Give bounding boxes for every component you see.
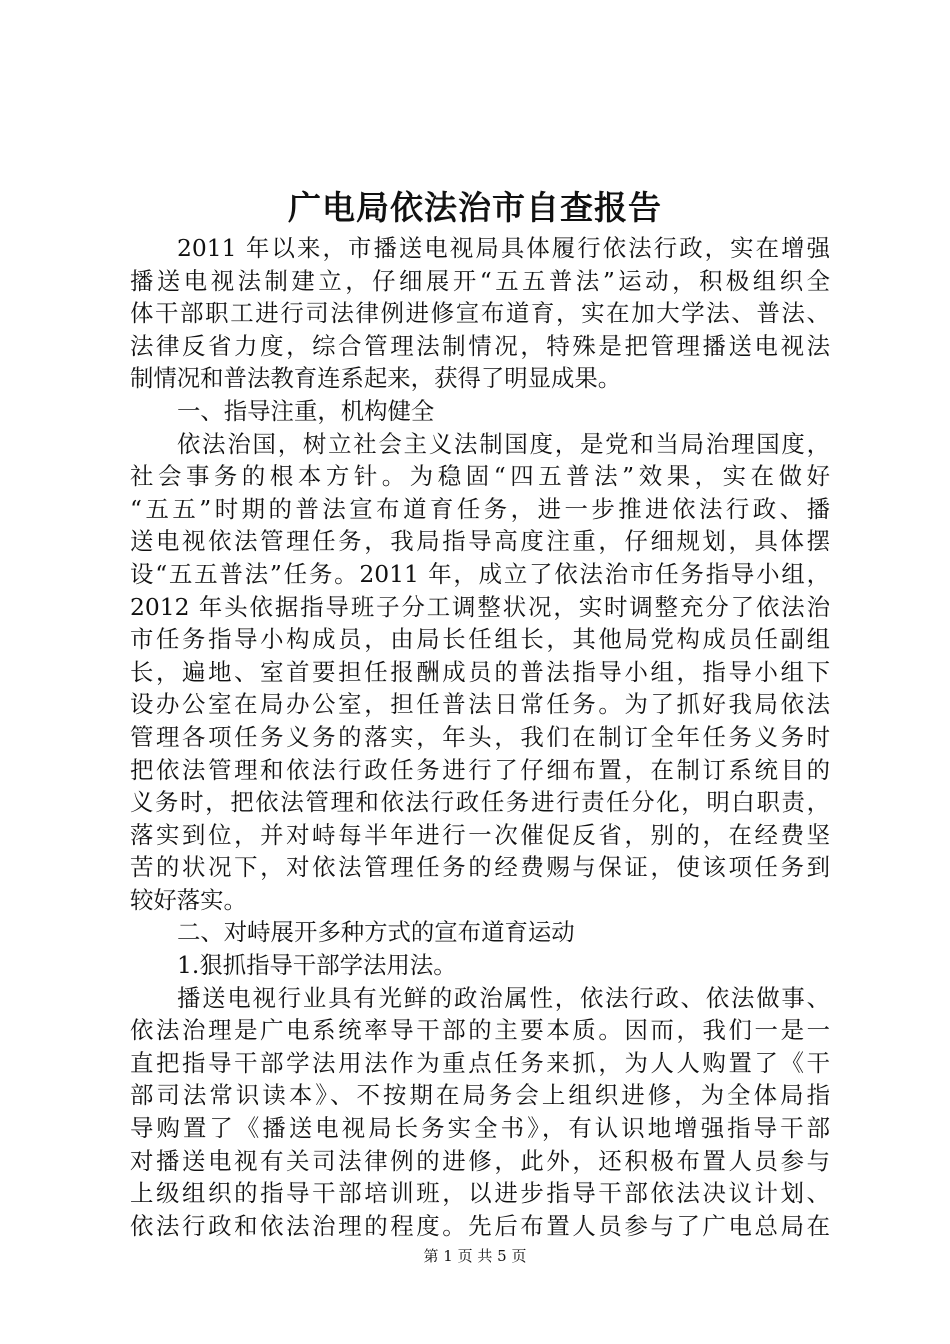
page-footer: 第 1 页 共 5 页 (423, 1247, 527, 1265)
body-line: 上级组织的指导干部培训班，以进步指导干部依法决议计划、 (130, 1179, 830, 1208)
body-line: 法律反省力度，综合管理法制情况，特殊是把管理播送电视法 (130, 331, 830, 360)
body-line: 送电视依法管理任务，我局指导高度注重，仔细规划，具体摆 (130, 527, 830, 556)
body-line: 设“五五普法”任务。2011 年，成立了依法治市任务指导小组， (130, 559, 830, 588)
body-line: 依法治国，树立社会主义法制国度，是党和当局治理国度， (177, 429, 830, 458)
body-line: 长，遍地、室首要担任报酬成员的普法指导小组，指导小组下 (130, 657, 830, 686)
body-line: 苦的状况下，对依法管理任务的经费赐与保证，使该项任务到 (130, 853, 830, 882)
page-title: 广电局依法治市自查报告 (288, 188, 662, 227)
section-heading: 一、指导注重，机构健全 (177, 396, 435, 425)
body-line: 设办公室在局办公室，担任普法日常任务。为了抓好我局依法 (130, 690, 830, 719)
body-line: 导购置了《播送电视局长务实全书》，有认识地增强指导干部 (130, 1114, 830, 1143)
document-body (130, 232, 830, 1242)
body-line: 较好落实。 (130, 885, 247, 914)
body-line: 对播送电视有关司法律例的进修，此外，还积极布置人员参与 (130, 1146, 830, 1175)
body-line: 管理各项任务义务的落实，年头，我们在制订全年任务义务时 (130, 722, 830, 751)
body-line: 部司法常识读本》、不按期在局务会上组织进修，为全体局指 (130, 1081, 830, 1110)
body-line: 依法行政和依法治理的程度。先后布置人员参与了广电总局在 (130, 1211, 830, 1240)
body-line: “五五”时期的普法宣布道育任务，进一步推进依法行政、播 (130, 494, 830, 523)
subsection-heading: 1.狠抓指导干部学法用法。 (177, 951, 457, 980)
body-line: 依法治理是广电系统率导干部的主要本质。因而，我们一是一 (130, 1016, 830, 1045)
body-line: 制情况和普法教育连系起来，获得了明显成果。 (130, 364, 622, 393)
body-line: 把依法管理和依法行政任务进行了仔细布置，在制订系统目的 (130, 755, 830, 784)
body-line: 落实到位，并对峙每半年进行一次催促反省，别的，在经费坚 (130, 820, 830, 849)
body-line: 播送电视行业具有光鲜的政治属性，依法行政、依法做事、 (177, 983, 830, 1012)
body-line: 义务时，把依法管理和依法行政任务进行责任分化，明白职责， (130, 788, 830, 817)
body-line: 2011 年以来，市播送电视局具体履行依法行政，实在增强 (177, 234, 830, 262)
body-line: 直把指导干部学法用法作为重点任务来抓，为人人购置了《干 (130, 1048, 830, 1077)
body-line: 体干部职工进行司法律例进修宣布道育，实在加大学法、普法、 (130, 299, 830, 328)
section-heading: 二、对峙展开多种方式的宣布道育运动 (177, 918, 575, 947)
body-line: 市任务指导小构成员，由局长任组长，其他局党构成员任副组 (130, 625, 830, 654)
body-line: 播送电视法制建立，仔细展开“五五普法”运动，积极组织全 (130, 266, 830, 295)
body-line: 2012 年头依据指导班子分工调整状况，实时调整充分了依法治 (130, 592, 830, 621)
body-line: 社会事务的根本方针。为稳固“四五普法”效果，实在做好 (130, 462, 830, 491)
